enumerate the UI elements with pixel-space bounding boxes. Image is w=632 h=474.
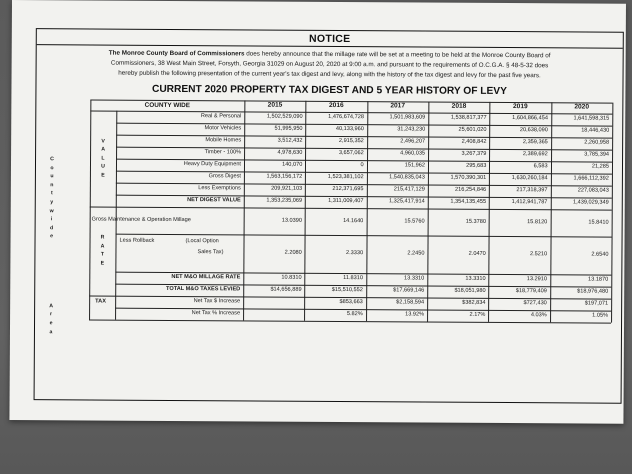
table-cell: 227,083,043 [577, 187, 609, 194]
table-cell: 13.3310 [404, 275, 425, 282]
year-header: 2020 [574, 103, 590, 111]
table-row-divider [90, 206, 612, 210]
table-cell: 3,785,394 [584, 151, 610, 158]
table-cell: 15.3780 [465, 218, 487, 225]
table-cell: 40,133,960 [335, 125, 364, 133]
table-cell: 13.2910 [526, 276, 547, 283]
table-cell: 2.0470 [468, 250, 486, 257]
table-row-divider [116, 234, 612, 238]
table-cell: $382,834 [462, 299, 486, 306]
table-cell: $727,430 [523, 300, 547, 307]
row-label: Net Tax % Increase [191, 310, 241, 317]
table-cell: 2.2450 [407, 250, 425, 257]
notice-box [34, 28, 624, 404]
table-cell: 216,254,846 [455, 186, 487, 193]
row-label: Less Exemptions [198, 185, 241, 192]
tax-digest-table [43, 99, 613, 394]
table-cell: 1,570,390,301 [450, 174, 487, 181]
table-cell: 2,359,365 [522, 139, 548, 146]
row-label: Gross Digest [208, 173, 241, 180]
table-cell: 1,412,941,787 [511, 199, 548, 206]
table-cell: 2,260,958 [584, 139, 610, 146]
row-label: Timber - 100% [204, 149, 242, 156]
digest-headline: CURRENT 2020 PROPERTY TAX DIGEST AND 5 YEAR HISTORY OF LEVY [151, 83, 507, 98]
table-cell: 15.8120 [527, 218, 548, 225]
year-header: 2016 [328, 101, 344, 110]
table-cell: 0 [360, 162, 364, 169]
table-cell: $853,663 [339, 299, 363, 306]
table-cell: $2,158,594 [396, 299, 425, 306]
table-cell: 1,439,029,349 [572, 199, 609, 206]
notice-text-line-1 [37, 49, 623, 60]
table-cell: $197,071 [584, 300, 609, 307]
notice-title: NOTICE [308, 32, 351, 46]
table-cell: 14.1640 [343, 217, 364, 224]
table-cell: 2.5210 [529, 251, 548, 258]
row-label: TOTAL M&O TAXES LEVIED [166, 285, 241, 293]
table-cell: $17,669,146 [393, 287, 425, 294]
table-cell: 1,476,674,728 [328, 113, 364, 121]
table-cell: 1,353,235,069 [266, 197, 303, 204]
year-header: 2019 [512, 103, 528, 111]
table-cell: 2.2080 [284, 249, 302, 256]
table-cell: 10.8310 [281, 274, 302, 281]
table-cell: 1,641,598,315 [573, 115, 610, 122]
row-label-detail: Sales Tax) [197, 249, 224, 256]
year-header: 2015 [267, 101, 283, 109]
table-cell: 2,389,692 [522, 151, 548, 158]
row-label: Real & Personal [200, 113, 242, 120]
table-cell: 1,354,135,455 [450, 198, 487, 205]
table-cell: 151,962 [404, 162, 425, 169]
row-label: Less Rollback [119, 237, 155, 244]
notice-text-line-3: hereby publish the following presentation of the current year's tax digest and levy, along with the history of the tax digest and levy for the past five years. [118, 69, 541, 80]
table-cell: 15.5760 [404, 217, 425, 225]
row-label: Heavy Duty Equipment [183, 161, 242, 168]
table-cell: 2.17% [469, 311, 486, 318]
table-cell: 31,243,230 [397, 126, 426, 133]
table-cell: $18,051,980 [454, 287, 486, 294]
county-wide-header: COUNTY WIDE [144, 101, 191, 110]
table-cell: 2,408,842 [461, 138, 487, 145]
table-cell: 18,446,430 [581, 127, 610, 134]
table-cell: 217,318,397 [516, 187, 548, 194]
row-label: Motor Vehicles [204, 125, 242, 132]
row-label: NET M&O MILLAGE RATE [171, 273, 241, 281]
table-cell: 1,502,529,090 [266, 113, 303, 120]
table-cell: 6,583 [533, 163, 548, 170]
table-cell: 1,666,112,392 [573, 175, 609, 182]
table-cell: 3,267,379 [461, 150, 487, 157]
table-column-divider [611, 103, 613, 323]
group-label-rate: R A T E [100, 234, 105, 267]
table-cell: 51,995,950 [274, 125, 303, 132]
table-cell: 140,070 [282, 161, 303, 168]
row-label: NET DIGEST VALUE [187, 197, 241, 204]
table-cell: $15,510,552 [331, 286, 363, 294]
table-cell: 3,512,432 [277, 137, 303, 144]
notice-text-line-2: Commissioners, 38 West Main Street, Forsyth, Georgia 31029 on August 20, 2020 at 9:00 a.m. and pursuant to the requirements of O.C.G.A. § 48-5-32 does [110, 59, 549, 70]
table-cell: $18,779,409 [515, 288, 547, 295]
table-cell: 3,657,062 [338, 149, 364, 157]
table-cell: 1,563,156,172 [266, 173, 303, 180]
table-cell: 1,501,983,609 [389, 114, 426, 121]
table-cell: $14,656,889 [270, 286, 302, 293]
table-cell: 25,601,020 [458, 126, 487, 133]
table-cell: 2.3330 [345, 250, 364, 257]
table-cell: 2.6540 [591, 251, 609, 258]
table-cell: 4,978,630 [277, 149, 303, 156]
table-cell: 1.05% [592, 312, 609, 319]
table-cell: 13.1870 [588, 276, 609, 283]
table-cell: 1,325,417,914 [388, 198, 425, 205]
table-cell: 1,604,866,454 [512, 115, 548, 122]
table-cell: 215,417,129 [393, 186, 425, 193]
table-cell: 1,538,817,377 [450, 114, 487, 121]
table-cell: 20,638,090 [519, 127, 548, 134]
table-cell: $18,976,480 [577, 288, 609, 295]
table-cell: 11.8310 [343, 275, 363, 282]
table-cell: 209,921,103 [271, 185, 303, 192]
table-cell: 4,960,035 [400, 150, 426, 157]
table-cell: 1,523,381,102 [327, 173, 364, 181]
group-label-value: V A L U E [101, 138, 105, 179]
group-label-tax: TAX [95, 298, 106, 305]
notice-paper [9, 0, 626, 424]
table-cell: 13.92% [405, 311, 425, 318]
table-cell: 5.82% [346, 311, 363, 318]
notice-text-line-1-rest: does hereby announce that the millage rate will be set at a meeting to be held at the Monroe County Board of [244, 50, 551, 60]
board-name: The Monroe County Board of Commissioners [108, 49, 245, 58]
table-cell: 1,311,009,407 [328, 197, 364, 205]
table-cell: 15.8410 [588, 219, 609, 226]
table-column-divider [89, 99, 91, 319]
table-cell: 4.03% [530, 312, 547, 319]
year-header: 2018 [451, 102, 467, 110]
side-label-countywide: C o u n t y w i d e [49, 156, 54, 240]
table-cell: 21,285 [591, 163, 609, 170]
table-cell: 2,496,207 [400, 138, 426, 145]
table-cell: 13.3310 [465, 275, 486, 282]
table-cell: 212,371,695 [332, 185, 364, 193]
row-label: Net Tax $ Increase [193, 298, 241, 305]
table-cell: 1,540,835,043 [389, 174, 425, 181]
table-cell: 1,630,260,184 [511, 175, 548, 182]
row-label: Gross Maintenance & Operation Millage [91, 215, 191, 223]
year-header: 2017 [390, 102, 406, 110]
row-label: Mobile Homes [205, 137, 242, 144]
side-label-area: A r e a [49, 303, 54, 335]
table-cell: 295,683 [466, 162, 487, 169]
table-cell: 13.0390 [281, 217, 303, 224]
table-cell: 2,915,352 [338, 137, 364, 145]
table-row-divider [89, 319, 611, 323]
row-label-detail: (Local Option [185, 238, 219, 245]
